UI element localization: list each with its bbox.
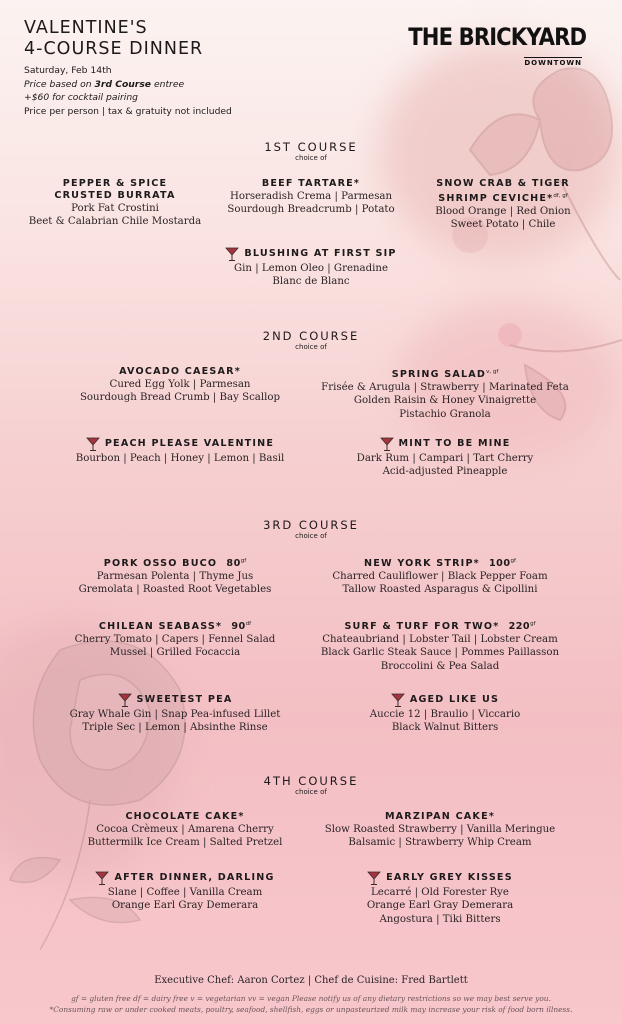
course-2-dish-caesar <box>50 366 310 405</box>
dietary-tags: v, gf <box>486 369 499 375</box>
dish-description: Pork Fat Crostini <box>71 203 159 214</box>
dish-price: 90 <box>231 621 246 633</box>
dietary-tags: gf <box>240 558 247 564</box>
food-safety-warning: *Consuming raw or under cooked meats, poultry, seafood, shellfish, eggs or unpasteurized milk may increase your risk of food born illness. <box>49 1004 573 1014</box>
dish-description: Sourdough Bread Crumb | Bay Scallop <box>79 392 281 404</box>
cocktail-description: Gin | Lemon Oleo | Grenadine <box>234 263 388 274</box>
dish-name: SNOW CRAB & TIGER <box>436 178 570 189</box>
pairing-note: +$60 for cocktail pairing <box>24 92 139 103</box>
course-3-cocktail-aged-like-us <box>330 692 560 735</box>
dish-name: MARZIPAN CAKE* <box>384 811 496 822</box>
logo-main-text: THE BRICKYARD <box>408 23 586 51</box>
price-note: Price based on 3rd Course entree <box>24 78 185 90</box>
martini-glass-icon <box>367 870 381 886</box>
course-3-dish-ny-strip <box>300 555 580 597</box>
course-1-dish-tartare <box>206 178 416 217</box>
menu-title-line1: VALENTINE'S <box>24 18 148 38</box>
course-2-dish-spring-salad <box>300 366 590 421</box>
dish-description: Golden Raisin & Honey Vinaigrette <box>353 395 537 407</box>
course-2-cocktail-mint <box>320 436 570 479</box>
dish-description: Black Garlic Steak Sauce | Pommes Paillasson <box>320 647 560 659</box>
dish-description: Sourdough Breadcrumb | Potato <box>227 204 395 216</box>
cocktail-name: SWEETEST PEA <box>136 694 233 705</box>
course-1-cocktail <box>186 246 436 289</box>
dish-description: Cocoa Crèmeux | Amarena Cherry <box>96 824 274 835</box>
chef-credits: Executive Chef: Aaron Cortez | Chef de Cuisine: Fred Bartlett <box>154 975 468 986</box>
cocktail-name: AFTER DINNER, DARLING <box>114 872 275 883</box>
course-3-dish-seabass <box>40 618 310 660</box>
course-4-cocktail-early-grey <box>310 870 570 926</box>
menu-header <box>24 18 232 118</box>
dietary-tags: df <box>245 621 252 627</box>
cocktail-description: Acid-adjusted Pineapple <box>382 466 508 478</box>
cocktail-description: Black Walnut Bitters <box>391 722 499 734</box>
dish-description: Cured Egg Yolk | Parmesan <box>109 379 251 390</box>
course-4-dish-marzipan-cake <box>300 811 580 850</box>
martini-glass-icon <box>391 692 405 708</box>
cocktail-description: Bourbon | Peach | Honey | Lemon | Basil <box>75 453 285 464</box>
dietary-key: gf = gluten free df = dairy free v = vegetarian vv = vegan Please notify us of any dietary restrictions so we may best serve you. <box>71 994 551 1003</box>
dish-description: Gremolata | Roasted Root Vegetables <box>78 584 272 596</box>
dish-name: NEW YORK STRIP* $100^{gf}$ <box>364 558 516 570</box>
dish-description: Horseradish Crema | Parmesan <box>229 191 393 202</box>
menu-title-line2: 4-COURSE DINNER <box>24 39 204 59</box>
logo-sub-text: DOWNTOWN <box>524 59 582 67</box>
dish-description: Tallow Roasted Asparagus & Cipollini <box>342 584 538 596</box>
dish-description: Cherry Tomato | Capers | Fennel Salad <box>74 634 276 646</box>
dish-name: CHILEAN SEABASS* $90^{df}$ <box>98 621 252 633</box>
dish-name: SURF & TURF FOR TWO* $220^{gf}$ <box>344 621 536 633</box>
cocktail-description: Orange Earl Gray Demerara <box>111 900 259 912</box>
dish-description: Parmesan Polenta | Thyme Jus <box>96 571 254 583</box>
dish-name: SPRING $SALAD^{v, gf}$ <box>391 369 499 381</box>
martini-glass-icon <box>380 436 394 452</box>
course-2-heading: 2ND COURSE choice of <box>262 329 360 351</box>
dish-name: CRUSTED BURRATA <box>54 190 176 201</box>
cocktail-name: MINT TO BE MINE <box>398 438 511 449</box>
course-1-dish-burrata <box>10 178 220 229</box>
dish-price: 80 <box>226 558 241 570</box>
dish-name: BEEF TARTARE* <box>261 178 361 189</box>
cocktail-description: Dark Rum | Campari | Tart Cherry <box>356 453 534 464</box>
dish-description: Chateaubriand | Lobster Tail | Lobster Cream <box>322 634 558 646</box>
cocktail-description: Orange Earl Gray Demerara <box>366 900 514 912</box>
course-4-dish-chocolate-cake <box>55 811 315 850</box>
cocktail-name: AGED LIKE US <box>409 694 500 705</box>
course-1-dish-ceviche <box>398 178 608 232</box>
cocktail-name: BLUSHING AT FIRST SIP <box>244 248 397 259</box>
course-3-cocktail-sweetest-pea <box>40 692 310 735</box>
dish-description: Blood Orange | Red Onion <box>435 206 571 218</box>
brickyard-logo <box>384 24 586 69</box>
dish-description: Beet & Calabrian Chile Mostarda <box>28 216 202 228</box>
cocktail-description: Gray Whale Gin | Snap Pea-infused Lillet <box>69 709 281 720</box>
cocktail-description: Angostura | Tiki Bitters <box>379 913 501 925</box>
cocktail-name: PEACH PLEASE VALENTINE <box>104 438 275 449</box>
dish-description: Frisée & Arugula | Strawberry | Marinated Feta <box>321 382 569 394</box>
dish-name: SHRIMP CEVICHE*$^{df, gf}$ <box>438 193 568 205</box>
course-1-heading: 1ST COURSE choice of <box>264 140 358 162</box>
dietary-tags: df, gf <box>553 193 568 199</box>
cocktail-description: Lecarré | Old Forester Rye <box>371 887 509 898</box>
dish-description: Slow Roasted Strawberry | Vanilla Meringue <box>324 824 556 835</box>
dish-description: Pistachio Granola <box>399 408 491 420</box>
cocktail-description: Triple Sec | Lemon | Absinthe Rinse <box>82 722 268 734</box>
dish-description: Sweet Potato | Chile <box>450 219 556 231</box>
cocktail-description: Blanc de Blanc <box>272 276 350 288</box>
course-2-cocktail-peach <box>40 436 320 465</box>
dish-name: PORK OSSO BUCO $80^{gf}$ <box>103 558 247 570</box>
martini-glass-icon <box>225 246 239 262</box>
martini-glass-icon <box>86 436 100 452</box>
dish-description: Balsamic | Strawberry Whip Cream <box>348 837 532 849</box>
dish-description: Charred Cauliflower | Black Pepper Foam <box>332 571 548 583</box>
dish-name: CHOCOLATE CAKE* <box>125 811 245 822</box>
course-4-heading: 4TH COURSE choice of <box>263 774 359 796</box>
dish-name: AVOCADO CAESAR* <box>119 366 241 377</box>
dish-name: PEPPER & SPICE <box>62 178 168 189</box>
dietary-legend <box>0 994 622 1015</box>
course-4-cocktail-after-dinner <box>60 870 310 913</box>
price-disclaimer: Price per person | tax & gratuity not included <box>24 105 232 117</box>
course-3-dish-osso-buco <box>40 555 310 597</box>
cocktail-description: Slane | Coffee | Vanilla Cream <box>107 887 263 898</box>
martini-glass-icon <box>95 870 109 886</box>
course-3-dish-surf-turf <box>295 618 585 673</box>
dish-description: Broccolini & Pea Salad <box>380 660 500 672</box>
event-date: Saturday, Feb 14th <box>24 65 112 76</box>
dietary-tags: gf <box>530 621 536 627</box>
course-3-heading: 3RD COURSE choice of <box>263 518 359 540</box>
cocktail-name: EARLY GREY KISSES <box>386 872 513 883</box>
dish-description: Mussel | Grilled Focaccia <box>109 647 241 659</box>
cocktail-description: Auccie 12 | Braulio | Viccario <box>369 709 521 720</box>
martini-glass-icon <box>118 692 132 708</box>
dish-description: Buttermilk Ice Cream | Salted Pretzel <box>87 837 283 849</box>
dish-price: 100 <box>489 558 511 570</box>
dietary-tags: gf <box>510 558 516 564</box>
dish-price: 220 <box>508 621 531 633</box>
